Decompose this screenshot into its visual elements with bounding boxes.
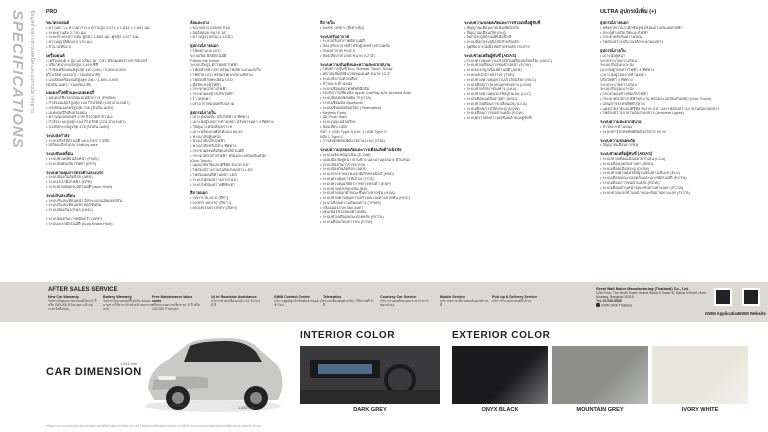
service-name: New Car Warranty: [48, 295, 79, 299]
spec-item: • เบาะนั่งคู่หน้า: [600, 53, 626, 58]
interior-color-title: INTERIOR COLOR: [300, 330, 396, 341]
spec-item: • ระบบเบรกฉุกเฉินอัตโนมัติ (AEB): [464, 68, 522, 73]
spec-item: • ระบบไฟส่องสว่างภายในรถ: [190, 177, 238, 182]
side-subtitle: [26, 10, 36, 280]
spec-item: • กระจกหน้าต่างไฟฟ้า: [190, 87, 228, 92]
spec-item: • แท่นชาร์จโทรศัพท์ไร้สาย: [600, 101, 645, 106]
after-sales-service: [323, 295, 373, 307]
spec-item: • ระบบเชื่อมต่อโทรศัพท์มือถือ: [320, 86, 370, 91]
spec-item: • ไฟส่องสว่างภายในห้องโดยสาร LED: [190, 168, 253, 173]
spec-item: • เปลี่ยนเกียร์แบบ Shift-by-wire: [46, 143, 98, 148]
exterior-color-swatch: [452, 346, 548, 404]
spec-item: • ระบบขับเคลื่อนล้อหน้า (FWD): [46, 156, 99, 161]
spec-section-title: สีภายนอก: [190, 190, 208, 196]
after-sales-service: [211, 295, 261, 307]
spec-item: • ระบบช่วยเตือนเมื่อออกจากเลน (LCA): [600, 156, 666, 161]
spec-item: • ระบบช่วยเบรกฉุกเฉิน (BA): [320, 186, 368, 191]
after-sales-service: [152, 295, 202, 311]
spec-item: • กระจกมองข้างพับเก็บไฟฟ้า: [600, 92, 648, 97]
spec-item: • กำลังมอเตอร์สูงสุด 140 กิโลวัตต์ (190 ม้าแรงม้า): [46, 100, 130, 105]
spec-item: • ไฟส่องป้ายทะเบียน LED: [190, 77, 233, 82]
service-name: Telematics: [323, 295, 342, 299]
spec-item: ระบบระบายความร้อน: [600, 82, 637, 87]
spec-section: [46, 134, 184, 148]
spec-item: • ความสูงโป่งในวง 15 นิ้ว: [190, 35, 233, 40]
spec-section: [464, 54, 594, 121]
spec-item: • หน้าจอสัมผัสอินโฟเทนเมนต์ ขนาด 12.3": [320, 72, 391, 77]
spec-item: • ระบบช่วยเบรกด้านหน้าขณะขับผ่านทางแยก (FCTB): [600, 190, 690, 195]
spec-section-title: ขนาดรถยนต์: [46, 20, 70, 25]
service-description: รับประกันแบตเตอรี่ไฮบริด ตลอดอายุการใช้งาน สำหรับเจ้าของรายแรก: [103, 299, 153, 311]
spec-section-title: อุปกรณ์ภายนอก: [600, 20, 629, 25]
spec-item: • กำลังเครื่องยนต์สูงสุด 110 (150) / 5,500-6,000: [46, 68, 126, 73]
spec-section-title: ระบบกันสะเทือน: [46, 192, 75, 198]
spec-item: • ระบบควบคุมความเร็วอัตโนมัติแบบอัจฉริยะ (IACC): [464, 58, 552, 63]
spec-item: • ระบบบังคับเลี้ยวไฟฟ้า (EPS): [46, 161, 97, 166]
spec-item: • จุดยึดเบาะนั่งนิรภัยสำหรับเด็ก ISOFIX: [464, 44, 531, 49]
interior-color-name: DARK GREY: [353, 407, 387, 413]
spec-item: • ระบบเตือนก่อนการชน (FCW): [320, 220, 373, 225]
spec-section: [46, 171, 184, 190]
gwm-website-label[interactable]: GWM Website: [738, 311, 766, 316]
spec-item: • เซนเซอร์ช่วยจอดด้านหลัง: [320, 210, 366, 215]
spec-item: • พวงมาลัยปรับได้ 4 ทิศทาง: [190, 144, 237, 149]
spec-section: [320, 63, 458, 145]
spec-item: • ไฟส่องแผนที่ด้านหน้า LED: [190, 172, 238, 177]
qr-code-icon[interactable]: [714, 288, 732, 306]
spec-item: เบาะนั่งผู้โดยสารไฟฟ้า 4 ทิศทาง: [600, 68, 655, 73]
spec-item: • ล้ออัลลอย ขนาด 18": [190, 30, 227, 35]
spec-item: • Keyless Entry: [320, 110, 347, 115]
spec-item: • ระบบช่วยเตือนขณะถอยหลัง (RCTA): [320, 215, 384, 220]
spec-item: • ระบบเชื่อมต่อ Bluetooth: [320, 100, 363, 105]
after-sales-band: [0, 282, 768, 322]
spec-section-title: ระบบความสะดวกสบาย: [600, 119, 642, 125]
spec-item: • สัญญาณเตือนคาดเข็มขัดนิรภัย: [464, 25, 519, 30]
company-address: 12th Floor, The Ninth Tower Grand Rama 9 Tower B, Rama 9 Road, Huai Khwang, Bangkok 10310: [596, 291, 706, 299]
after-sales-service: [380, 295, 430, 307]
spec-item: • ระบบช่วยควบคุมให้อยู่ในช่องทางเดินรถ (ELK): [600, 171, 681, 176]
spec-item: • ปุ่ม Push Start: [320, 115, 347, 120]
spec-item: • ระบบช่วยควบคุมความเร็วขณะลงทางลาดชัน (HDC): [320, 196, 411, 201]
spec-item: • ระบบตรวจจับความเหนื่อยล้าของผู้ขับขี่: [464, 116, 532, 121]
spec-item: • ระบบเตือนจุดอับสายตา (BSD): [600, 161, 654, 166]
spec-section-title: อุปกรณ์ภายใน: [600, 47, 626, 53]
spec-section: [46, 21, 184, 50]
spec-item: (นิวตัน-เมตร / รอบต่อนาที): [46, 82, 91, 87]
service-description: บริการรับ-ส่งรถยนต์ถึงบ้าน: [492, 299, 532, 303]
spec-column: [46, 10, 184, 230]
company-line: [596, 303, 706, 308]
spec-section: [464, 21, 594, 50]
spec-section-title: ระบบปรับอากาศ: [320, 33, 350, 39]
after-sales-service: [440, 295, 490, 307]
spec-item: • ระยะฐานล้อ 2,730 มม.: [46, 30, 87, 35]
spec-item: • เครื่องยนต์ 4 สูบ แถวเรียง 16 วาล์ว พร้อมเทอร์โบชาร์จเจอร์: [46, 58, 148, 63]
spec-item: • สัญญาณเตือนการชน: [600, 143, 639, 148]
car-dimension-title: CAR DIMENSION: [46, 366, 142, 378]
spec-item: • ระบบเตือนเปิดประตู (DOW): [600, 166, 650, 171]
spec-item: • ลำโพง 9 ตำแหน่ง: [600, 124, 633, 129]
spec-item: • ระบบช่วยรักษาช่องทาง (LKA): [464, 87, 517, 92]
spec-item: ระบบระบายความร้อน: [600, 58, 637, 63]
service-name: 24 hr Roadside Assistance: [211, 295, 257, 299]
after-sales-service: [492, 295, 552, 303]
spec-item: • ระบบเบรกอัตโนมัติ (Auto Brake Hold): [46, 221, 113, 226]
spec-item: • ระบบแจ้งเหตุฉุกเฉิน (E-Call): [320, 152, 371, 157]
spec-item: • ระบบเตือนขณะถอยหลังและเบรกอัตโนมัติ (RCTA): [600, 176, 687, 181]
spec-item: • ระบบเตือนการเปิดประตู (DOW): [464, 106, 520, 111]
spec-section: [190, 44, 314, 106]
spec-section-title: ระบบความปลอดภัยและการเตือนภัยด้านนิรภัย: [320, 147, 402, 153]
spec-section: [320, 21, 458, 31]
spec-item: (กิโลวัตต์ (แรงม้า) / รอบต่อนาที): [46, 72, 100, 77]
spec-item: • ระบบสั่งงานด้วยเสียง: [320, 76, 358, 81]
spec-section: [46, 91, 184, 129]
exterior-color-name: MOUNTAIN GREY: [576, 407, 624, 413]
spec-item: • ระบบควบคุมเสถียรภาพการทรงตัว (ESP): [320, 181, 392, 186]
exterior-color-name: ONYX BLACK: [481, 407, 519, 413]
spec-item: • ไฟหน้าแบบ LED: [190, 48, 221, 53]
footnote: *ข้อมูลจำเพาะและอุปกรณ์อาจมีการเปลี่ยนแปลงได้โดยไม่ต้องแจ้งให้ทราบล่วงหน้า สีของรถยนต์ที่แสดงอาจแตกต่างจากสีจริง ตรวจสอบรายละเอียดเพิ่มเติมได้ที่ผู้จำหน่าย GWM ทั่วประเทศ: [46, 425, 261, 428]
service-name: GWM Contact Center: [274, 295, 310, 299]
spec-item: • ระบบป้องกันล้อล็อก (ABS): [320, 167, 367, 172]
spec-item: • รองรับการเชื่อมต่อ Apple CarPlay และ Android Auto: [320, 91, 412, 96]
spec-section-title: ระบบช่วยเหลือผู้ขับขี่ (ADAS): [464, 52, 517, 58]
service-name: Mobile Service: [440, 295, 466, 299]
spec-section: [46, 152, 184, 166]
spec-item: • ความยาว x ความกว้าง x ความสูง 4,471 x 1,833 x 1,641 มม.: [46, 25, 151, 30]
spec-item: • ระบบล็อกประตูนิรภัยสำหรับเด็ก: [464, 40, 520, 45]
spec-item: • เบาะหลังแบบพับได้แบบ 60:40: [190, 129, 243, 134]
width-dimension: 1,833 mm: [238, 406, 255, 410]
length-dimension: 4,471 mm: [168, 404, 185, 408]
spec-item: • เสาอากาศแบบครีบฉลาม: [190, 101, 235, 106]
spec-item: • ความจุแบตเตอรี่ 1.99 กิโลวัตต์-ชั่วโมง: [46, 115, 113, 120]
spec-section-title: อุปกรณ์ภายใน: [190, 109, 216, 115]
spec-item: • ประตูท้ายเปิด-ปิดแบบไฟฟ้า: [600, 30, 649, 35]
specifications-subtitle: ข้อมูลจำเพาะทางเทคนิคและอุปกรณ์มาตรฐาน: [29, 10, 35, 113]
after-sales-service: [274, 295, 324, 307]
service-name: Free Maintenance labor costs: [152, 295, 193, 303]
spec-section-title: มอเตอร์ไฟฟ้าและแบตเตอรี่: [46, 90, 94, 96]
spec-section: [600, 152, 762, 195]
spec-item: • ระบบกันสะเทือนหน้า อิสระแบบแม็คเฟอร์สัน: [46, 198, 122, 203]
spec-item: • หลังคาพาโนรามิกซันรูฟ พร้อมม่านบังแดดไฟฟ้า: [600, 25, 683, 30]
spec-item: • ไฟส่องสว่างภายในห้องโดยสาร (Ambient Lights): [600, 111, 684, 116]
spec-section: [600, 120, 762, 134]
spec-item: • วัสดุเบาะหนังสังเคราะห์: [190, 124, 232, 129]
spec-item: ระบบเปิด-ปิดอัตโนมัติ: [190, 53, 227, 58]
spec-item: • ระบบเชื่อมต่ออัจฉริยะ (Telematics): [320, 105, 382, 110]
spec-item: • ระบบไฟส่องสว่างที่พักเท้า: [190, 182, 236, 187]
exterior-color-swatch: [552, 346, 648, 404]
spec-section-title: ล้อและยาง: [190, 20, 210, 25]
spec-item: • ระบบชาร์จโทรศัพท์มือถือไร้สาย 50 W: [600, 129, 666, 134]
spec-item: • ระยะห่างระหว่างล้อ คู่หน้า 1,583 มม. คู่หลัง 1,577 มม.: [46, 35, 140, 40]
spec-section-title: ระบบความบันเทิงและความสะดวกสบาย: [320, 61, 391, 67]
company-contact: [596, 287, 706, 308]
spec-item: • ไฟท้าย LED พร้อมไฟเบรกดวงที่สาม: [190, 72, 253, 77]
gwm-application-label[interactable]: GWM Application: [705, 311, 740, 316]
specifications-title: SPECIFICATIONS: [9, 10, 26, 149]
spec-section-title: เครื่องยนต์: [46, 52, 65, 58]
bottom-band: [0, 322, 768, 432]
spec-item: Follow Me Home: [190, 58, 220, 63]
spec-item: • ล็อกประตูอัตโนมัติเมื่อขับขี่: [464, 35, 512, 40]
spec-section: [600, 139, 762, 149]
exterior-color-swatch: [652, 346, 748, 404]
spec-item: • ระบบกระจายแรงเบรกอิเล็กทรอนิกส์ (EBD): [320, 172, 395, 177]
spec-item: • ช่องเสียบไฟ USB ขนาด 3.2 นิ้ว: [320, 53, 376, 58]
height-dimension: 1,641 mm: [120, 362, 137, 366]
spec-item: • กำลังระบบสูงสุด 164 กิโลวัตต์ (223 ม้าแรงม้า): [46, 120, 126, 125]
service-description: บริการรถยนต์ทดแทนระหว่างการซ่อมบำรุง: [380, 299, 429, 307]
spec-section-title: ระบบส่งกำลัง: [46, 132, 70, 138]
spec-section: [190, 111, 314, 188]
spec-item: ระบบปรับอุ่นเบาะนั่ง: [600, 87, 634, 92]
spec-column: [320, 10, 458, 229]
service-description: บริการช่วยเหลือฉุกเฉิน 24 ชั่วโมง 5 ปี: [211, 299, 261, 307]
service-description: บริการตรวจเช็กรถยนต์นอกสถานที่: [440, 299, 489, 307]
spec-item: ระบบปรับสูง-ต่ำไฟหน้าไฟฟ้า: [190, 63, 239, 68]
spec-section: [46, 217, 184, 227]
spec-item: • โหมดการขับขี่ Eco, Normal, Sport, Snow: [320, 67, 393, 72]
spec-column: [600, 10, 762, 199]
company-tel: Tel. 02-080-8888: [596, 299, 622, 303]
spec-group-title: [320, 10, 458, 16]
service-name: Courtesy Car Service: [380, 295, 417, 299]
spec-item: • ระบบช่วยออกตัวขณะขึ้นทางลาดชัน (HSA): [320, 191, 395, 196]
spec-section: [320, 148, 458, 225]
spec-section-title: สีภายใน: [320, 20, 335, 25]
exterior-color-title: EXTERIOR COLOR: [452, 330, 551, 341]
service-description: ระบบเชื่อมต่ออัจฉริยะ ใช้งานฟรี 5 ปี: [323, 299, 373, 307]
line-icon: [596, 303, 600, 307]
spec-section: [46, 54, 184, 88]
interior-image: [300, 346, 440, 404]
spec-item: • ปริมาตรกระบอกสูบ 1,499 ซีซี: [46, 63, 99, 68]
spec-item: • กระจกหน้าต่างไฟฟ้า พร้อมระบบป้องกันหนีบ: [190, 153, 267, 158]
spec-group-title: PRO: [46, 9, 58, 15]
spec-item: • ระบบกันสะเทือนหลัง ทอร์ชันบีม: [46, 203, 102, 208]
spec-section: [190, 21, 314, 40]
spec-item: • ระบบเตือนการออกนอกช่องทาง (LDW): [464, 82, 532, 87]
spec-column: [190, 10, 314, 214]
company-line-label: GWM ORA Thailand: [601, 303, 632, 308]
side-title: [6, 10, 26, 280]
spec-item: • แผงมาตรวัดแบบดิจิทัล ขนาด 8.8": [190, 163, 250, 168]
spec-item: • พวงมาลัยหุ้มหนัง: [190, 134, 221, 139]
spec-section-title: อุปกรณ์ภายนอก: [190, 43, 219, 49]
side-band: [0, 0, 40, 282]
spec-item: • ระบบปรับอากาศอัตโนมัติ: [320, 39, 365, 44]
spec-item: • ระบบเกียร์อัตโนมัติ แบบ DHT 2 สปีด: [46, 138, 110, 143]
spec-item: • ระบบเตือนการชนด้านหลัง (RCW): [600, 180, 660, 185]
spec-item: • ระบบช่วยเตือนการเปลี่ยนเลน (LCA): [464, 101, 527, 106]
spec-item: • ระบบช่วยควบคุมรถให้อยู่ในเลน (LCC): [464, 92, 532, 97]
exterior-color-name: IVORY WHITE: [681, 407, 719, 413]
spec-section-title: ระบบความปลอดภัย: [600, 137, 635, 143]
spec-section: [320, 35, 458, 59]
spec-section-title: ระบบควบคุมการทรงตัวและเบรก: [46, 169, 104, 175]
spec-item: • เบาะนั่งผู้โดยสารด้านหน้า ปรับธรรมดา 4 ทิศทาง: [190, 120, 274, 125]
spec-item: • มือจับประตูไฟฟ้า: [190, 82, 221, 87]
spec-column: [464, 10, 594, 125]
after-sales-title: AFTER SALES SERVICE: [48, 287, 118, 293]
company-name: Great Wall Motor Manufacturing (Thailand) Co., Ltd.: [596, 287, 689, 291]
spec-item: • MOUNTAIN GREY (สีเทา): [190, 205, 238, 210]
spec-item: • จำนวนที่นั่ง 5: [46, 44, 71, 49]
spec-section: [600, 21, 762, 45]
spec-group-title: [464, 10, 594, 16]
spec-item: • ระบบจดจำป้ายจราจร (TSR): [464, 72, 515, 77]
spec-item: • ระบบเตือนการชนด้านหลัง (RCW): [464, 111, 524, 116]
spec-item: หน้า 1 USB Type-A และ 1 USB Type-C: [320, 129, 387, 134]
spec-group-title: [190, 10, 314, 16]
spec-item: • เบาะนั่งคนขับ ปรับไฟฟ้า 6 ทิศทาง: [190, 115, 250, 120]
service-name: Battery Warranty: [103, 295, 132, 299]
car-image: [138, 328, 288, 418]
spec-item: • กระจกมองข้างปรับไฟฟ้า: [190, 92, 234, 97]
spec-item: • ระบบเตือนด้านหน้าขณะขับผ่านทางแยก (FCTA): [600, 185, 684, 190]
spec-group-title: ULTRA อุปกรณ์เพิ่ม (+): [600, 9, 657, 15]
spec-item: • แผงมาตรวัดแบบดิจิทัล ขนาด 8.8" และไฟส่องสว่างภายในห้องโดยสาร: [600, 106, 720, 111]
spec-item: • ช่องเสียบ USB: [320, 124, 347, 129]
spec-item: • กระจกหลังกันความร้อน: [600, 35, 643, 40]
after-sales-service: [103, 295, 153, 311]
spec-item: • กระจกมองหลังตัดแสงอัตโนมัติ: [190, 148, 244, 153]
spec-section: [46, 194, 184, 213]
service-description: ฟรีค่าแรงตรวจเช็กระยะ 5 ปี หรือ 100,000 กิโลเมตร: [152, 303, 200, 311]
spec-item: • ระบบเตือนความดันลมยาง (TPMS): [320, 200, 381, 205]
spec-item: • ระบบเบรกมือไฟฟ้า (EPB): [46, 180, 92, 185]
spec-item: • แรงบิดระบบสูงสุด 476 (นิวตัน-เมตร): [46, 124, 110, 129]
spec-item: • แบตเตอรี่ลิเธียมไอออน: [46, 110, 87, 115]
spec-item: • ระบบช่วยควบคุมความเร็วอัจฉริยะ (ISLC): [464, 77, 537, 82]
spec-section: [600, 49, 762, 116]
spec-item: • พวงมาลัยปรับไฟฟ้า: [190, 139, 226, 144]
after-sales-service: [48, 295, 98, 311]
spec-item: • ระบบป้องกันการโจรกรรม: [320, 162, 366, 167]
spec-item: • กล้องมองภาพ 360 องศา: [320, 205, 364, 210]
spec-item: • กรองอากาศ PM2.5: [320, 48, 355, 53]
spec-columns: [46, 10, 762, 280]
spec-item: • เบาะนั่งผู้โดยสารด้านหน้า: [600, 72, 646, 77]
spec-section-title: ระบบช่วยเหลือผู้ขับขี่ (ADAS): [600, 151, 653, 157]
spec-item: • ไฟเดย์ไลท์ LED พร้อมไฟเลี้ยวแบบแสงวิ่ง: [190, 68, 261, 73]
qr-code-icon[interactable]: [742, 288, 760, 306]
spec-item: • ไฟส่องสว่างบริเวณใต้กระจกมองข้าง: [600, 40, 664, 45]
spec-item: • IVORY WHITE (สีขาว): [190, 200, 232, 205]
spec-item: • ระบบป้องกันการพลิกคว่ำ (ARP): [46, 216, 102, 221]
spec-item: • ความสูงใต้ท้องรถ 175 มม.: [46, 40, 93, 45]
spec-item: • ระบบควบคุมการลื่นไถล (TCS): [320, 176, 374, 181]
service-description: บริการศูนย์ลูกค้าสัมพันธ์ ตลอด 24 ชั่วโมง: [274, 299, 324, 307]
spec-item: • ระบบช่วยเตือนการชนด้านหน้า (FCW): [464, 63, 531, 68]
spec-item: • ขนาดยาง 225/60 R18: [190, 25, 231, 30]
spec-item: • ONYX BLACK (สีดำ): [190, 196, 229, 201]
spec-item: • แรงบิดมอเตอร์สูงสุด 236 (นิวตัน-เมตร): [46, 105, 114, 110]
spec-item: • DARK GREY (สีเทาเข้ม): [320, 25, 364, 30]
spec-item: • ราวหลังคา: [190, 96, 211, 101]
spec-section-title: ระบบขับเคลื่อน: [46, 151, 73, 157]
spec-item: • กระจกหน้าต่างไฟฟ้าทุกบาน พร้อมระบบป้องกันหนีบ (One-Touch): [600, 96, 712, 101]
spec-item: • สัญญาณเตือนเปิดประตู: [464, 30, 506, 35]
spec-section-title: ระบบความปลอดภัยและการช่วยเหลือผู้ขับขี่: [464, 20, 541, 25]
spec-item: (One-Touch): [190, 158, 212, 163]
spec-item: • ถุงลมนิรภัยคู่หน้า ด้านข้าง และม่านถุงลม 6 ตำแหน่ง: [320, 157, 410, 162]
spec-item: • ระบบป้องกันรถไหล (HHC): [46, 208, 93, 213]
spec-item: • ช่องปรับอากาศสำหรับผู้โดยสารด้านหลัง: [320, 44, 390, 49]
spec-item: • ระบบกุญแจอัจฉริยะ: [320, 120, 356, 125]
service-name: Pick up & Delivery Service: [492, 295, 538, 299]
spec-section: [190, 191, 314, 210]
spec-item: หลัง 1 Type-C: [320, 134, 344, 139]
spec-item: • ระบบป้องกันล้อล็อก (ABS): [46, 175, 93, 180]
spec-item: ระบบปรับอุ่นเบาะนั่ง: [600, 63, 634, 68]
interior-swatch: [300, 346, 440, 404]
spec-item: • การอัปเดตซอฟต์แวร์ผ่านระบบ (OTA): [320, 139, 385, 144]
spec-item: • มอเตอร์ซิงโครนัสแม่เหล็กถาวร (PMSM): [46, 96, 116, 101]
spec-item: • ลำโพง 6 ตำแหน่ง: [320, 81, 353, 86]
spec-item: • ระบบช่วยหยุดรถอัตโนมัติ (Auto Hold): [46, 184, 112, 189]
service-description: รับประกันคุณภาพรถยนต์ใหม่ 5 ปี หรือ 150,000 กิโลเมตร แล้วแต่ระยะใดถึงก่อน: [48, 299, 97, 311]
spec-item: ปรับไฟฟ้า 4 ทิศทาง: [600, 77, 633, 82]
spec-item: • ระบบอัปเดตซอฟต์แวร์ (OTA): [320, 96, 372, 101]
spec-item: • ระบบเตือนจุดอับสายตา (BSD): [464, 96, 518, 101]
spec-item: • แรงบิดเครื่องยนต์สูงสุด 240 / 1,800-4,000: [46, 77, 119, 82]
